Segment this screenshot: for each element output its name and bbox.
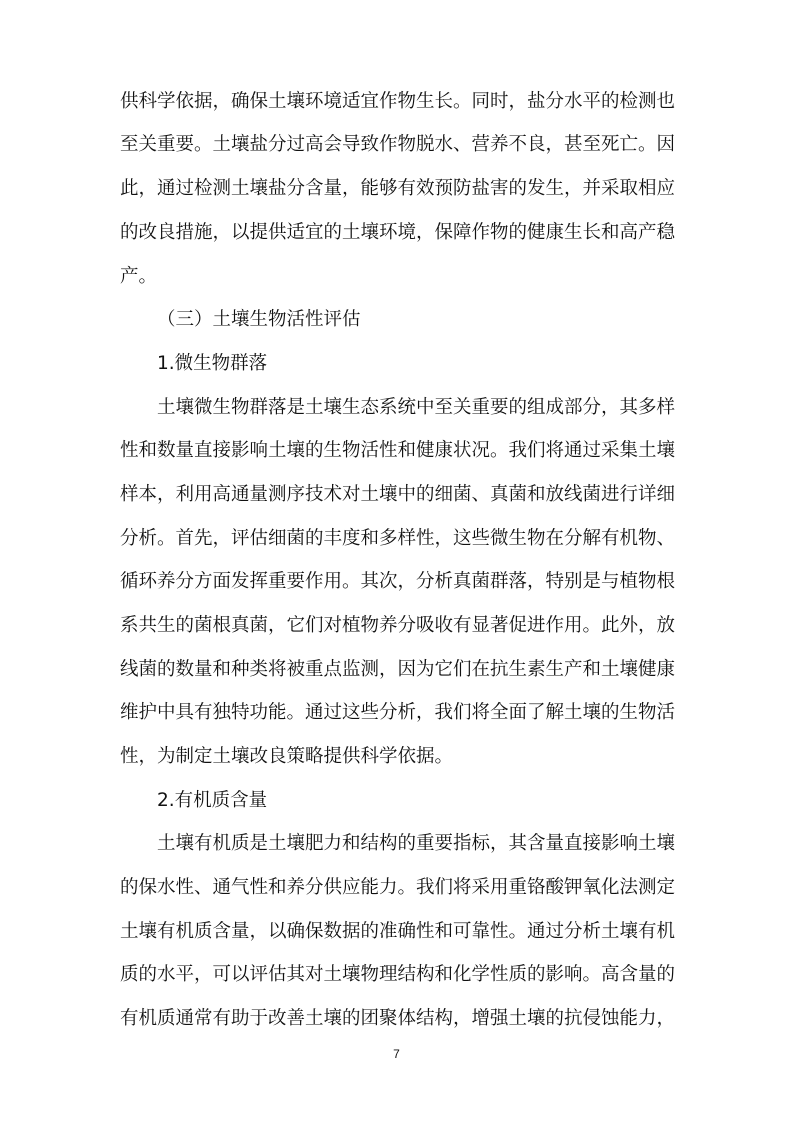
paragraph-line: 此，通过检测土壤盐分含量，能够有效预防盐害的发生，并采取相应	[120, 178, 676, 199]
paragraph-line: 线菌的数量和种类将被重点监测，因为它们在抗生素生产和土壤健康	[120, 659, 676, 680]
paragraph-line: 的改良措施，以提供适宜的土壤环境，保障作物的健康生长和高产稳	[120, 222, 676, 243]
subsection-heading: 2.有机质含量	[157, 790, 268, 811]
page-number: 7	[393, 1047, 400, 1061]
paragraph-line: 样本，利用高通量测序技术对土壤中的细菌、真菌和放线菌进行详细	[120, 484, 676, 505]
paragraph-line: 分析。首先，评估细菌的丰度和多样性，这些微生物在分解有机物、	[120, 528, 676, 549]
paragraph-line: 系共生的菌根真菌，它们对植物养分吸收有显著促进作用。此外，放	[120, 615, 676, 636]
paragraph-line: 土壤有机质是土壤肥力和结构的重要指标，其含量直接影响土壤	[157, 833, 676, 854]
paragraph-line: 性，为制定土壤改良策略提供科学依据。	[120, 746, 454, 767]
paragraph-line: 产。	[120, 266, 158, 287]
paragraph-line: 的保水性、通气性和养分供应能力。我们将采用重铬酸钾氧化法测定	[120, 877, 676, 898]
paragraph-line: 至关重要。土壤盐分过高会导致作物脱水、营养不良，甚至死亡。因	[120, 134, 676, 155]
paragraph-line: 维护中具有独特功能。通过这些分析，我们将全面了解土壤的生物活	[120, 702, 676, 723]
paragraph-line: 土壤有机质含量，以确保数据的准确性和可靠性。通过分析土壤有机	[120, 921, 676, 942]
paragraph-line: 循环养分方面发挥重要作用。其次，分析真菌群落，特别是与植物根	[120, 571, 676, 592]
section-heading: （三）土壤生物活性评估	[157, 309, 361, 330]
paragraph-line: 性和数量直接影响土壤的生物活性和健康状况。我们将通过采集土壤	[120, 440, 676, 461]
paragraph-line: 有机质通常有助于改善土壤的团聚体结构，增强土壤的抗侵蚀能力，	[120, 1008, 676, 1029]
paragraph-line: 质的水平，可以评估其对土壤物理结构和化学性质的影响。高含量的	[120, 964, 676, 985]
paragraph-line: 土壤微生物群落是土壤生态系统中至关重要的组成部分，其多样	[157, 397, 676, 418]
paragraph-line: 供科学依据，确保土壤环境适宜作物生长。同时，盐分水平的检测也	[120, 91, 676, 112]
subsection-heading: 1.微生物群落	[157, 353, 268, 374]
